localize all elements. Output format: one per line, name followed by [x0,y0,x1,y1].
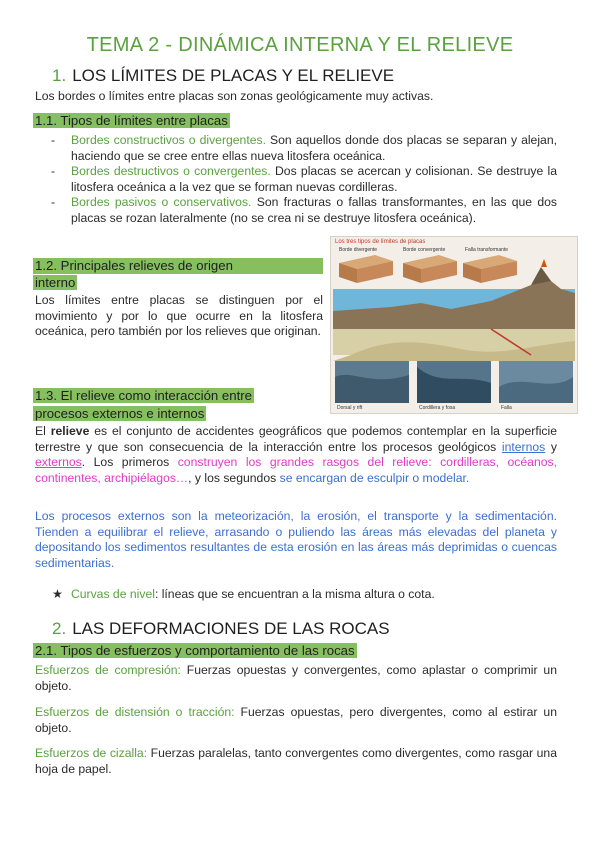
term-curvas-de-nivel: Curvas de nivel [70,587,155,601]
relief-paragraph: El relieve es el conjunto de accidentes geográficos que podemos contemplar en la superficie terrestre y que son consecuencia de la interacción entre los procesos geológicos internos y externos. Los primeros construyen los grandes rasgos del relieve: cordilleras, océanos, continentes, archipiélagos…, y los segundos se encargan de esculpir o modelar. [35,424,557,485]
star-icon: ★ [52,587,63,601]
block-diagram-transform [463,255,517,283]
subsection-1-1-heading [33,112,230,130]
subsection-1-2-text: Los límites entre placas se distinguen por el movimiento y por lo que ocurre en la litosfera oceánica, pero también por los relieves que originan. [35,293,323,339]
subsection-2-1-title: 2.1. Tipos de esfuerzos y comportamiento de las rocas [35,643,355,658]
list-item-term: Bordes destructivos o convergentes. [71,164,271,179]
figure-label-2: Borde convergente [403,247,446,253]
list-item-term: Bordes constructivos o divergentes. [71,133,266,147]
term-internos: internos [501,439,546,454]
term-relieve: relieve [50,424,90,438]
list-item-text: Son fracturas o fallas transformantes, en las que dos placas se rozan lateralmente (no se crea ni se destruye litosfera oceánica). [71,195,557,225]
term-tension: Esfuerzos de distensión o tracción: [35,705,235,719]
stress-item-compression: Esfuerzos de compresión: Fuerzas opuestas y convergentes, como aplastar o comprimir un objeto. [35,663,557,693]
list-item: - Bordes constructivos o divergentes. Son aquellos donde dos placas se separan y alejan, haciendo que se cree entre ellas nueva litosfera oceánica. [51,133,557,163]
term-externos: externos [35,455,82,470]
list-item: - Bordes pasivos o conservativos. Son fracturas o fallas transformantes, en las que dos placas se rozan lateralmente (no se crea ni se destruye litosfera oceánica). [51,195,557,225]
page-title: TEMA 2 - DINÁMICA INTERNA Y EL RELIEVE [86,34,514,56]
contour-lines-item: ★ Curvas de nivel: líneas que se encuentran a la misma altura o cota. [52,587,435,601]
list-item: - Bordes destructivos o convergentes. Dos placas se acercan y colisionan. Se destruye la litosfera oceánica a la vez que se forman nuevas cordilleras. [51,164,557,194]
figure-title: Los tres tipos de límites de placas [335,239,426,245]
section-2-title: LAS DEFORMACIONES DE LAS ROCAS [72,619,390,638]
list-item-term: Bordes pasivos o conservativos. [71,195,252,210]
term-compression: Esfuerzos de compresión: [35,663,181,677]
section-2-heading [52,619,390,639]
plate-diagram-illustration [331,237,577,413]
figure-label-3: Falla transformante [465,247,509,253]
subsection-2-1-heading [33,642,357,660]
figure-label-1: Borde divergente [339,247,378,253]
figure-caption-1: Dorsal y rift [337,405,363,411]
figure-caption-2: Cordillera y fosa [419,405,456,411]
section-1-number: 1. [52,66,67,85]
section-1-title: LOS LÍMITES DE PLACAS Y EL RELIEVE [72,66,395,85]
plate-boundaries-figure [330,236,578,414]
plate-boundary-list [33,133,557,227]
subsection-1-3-title-line1: 1.3. El relieve como interacción entre [35,388,252,403]
subsection-1-1-title: 1.1. Tipos de límites entre placas [35,113,228,128]
stress-item-shear: Esfuerzos de cizalla: Fuerzas paralelas, tanto convergentes como divergentes, como rasgar una hoja de papel. [35,746,557,776]
subsection-1-3-title-line2: procesos externos e internos [35,406,205,421]
subsection-1-2-heading [33,258,323,292]
subsection-1-3-heading [33,387,323,423]
section-2-number: 2. [52,619,67,638]
subsection-1-2-title-line1: 1.2. Principales relieves de origen [33,258,323,274]
block-diagram-divergent [339,255,393,283]
section-1-heading [52,66,394,86]
stress-item-tension: Esfuerzos de distensión o tracción: Fuerzas opuestas, pero divergentes, como al estirar un objeto. [35,705,557,735]
figure-caption-3: Falla [501,405,512,411]
external-processes-note: se encargan de esculpir o modelar. [279,470,470,485]
external-processes-paragraph: Los procesos externos son la meteorización, la erosión, el transporte y la sedimentación. Tienden a equilibrar el relieve, arrasando o puliendo las áreas más elevadas del planeta y depositando los sedimentos resultantes de esta erosión en las áreas más deprimidas o cuencas sedimentarias. [35,509,557,570]
list-item-text: Dos placas se acercan y colisionan. Se destruye la litosfera oceánica a la vez que se forman nuevas cordilleras. [71,164,557,194]
section-1-intro: Los bordes o límites entre placas son zonas geológicamente muy activas. [35,89,434,103]
block-diagram-convergent [403,255,457,283]
internal-processes-note: construyen los grandes rasgos del relieve: cordilleras, océanos, continentes, archipiélagos… [35,455,557,485]
subsection-1-2-title-line2: interno [35,275,76,291]
term-shear: Esfuerzos de cizalla: [35,746,148,760]
list-item-text: Son aquellos donde dos placas se separan y alejan, haciendo que se cree entre ellas nueva litosfera oceánica. [71,133,557,163]
